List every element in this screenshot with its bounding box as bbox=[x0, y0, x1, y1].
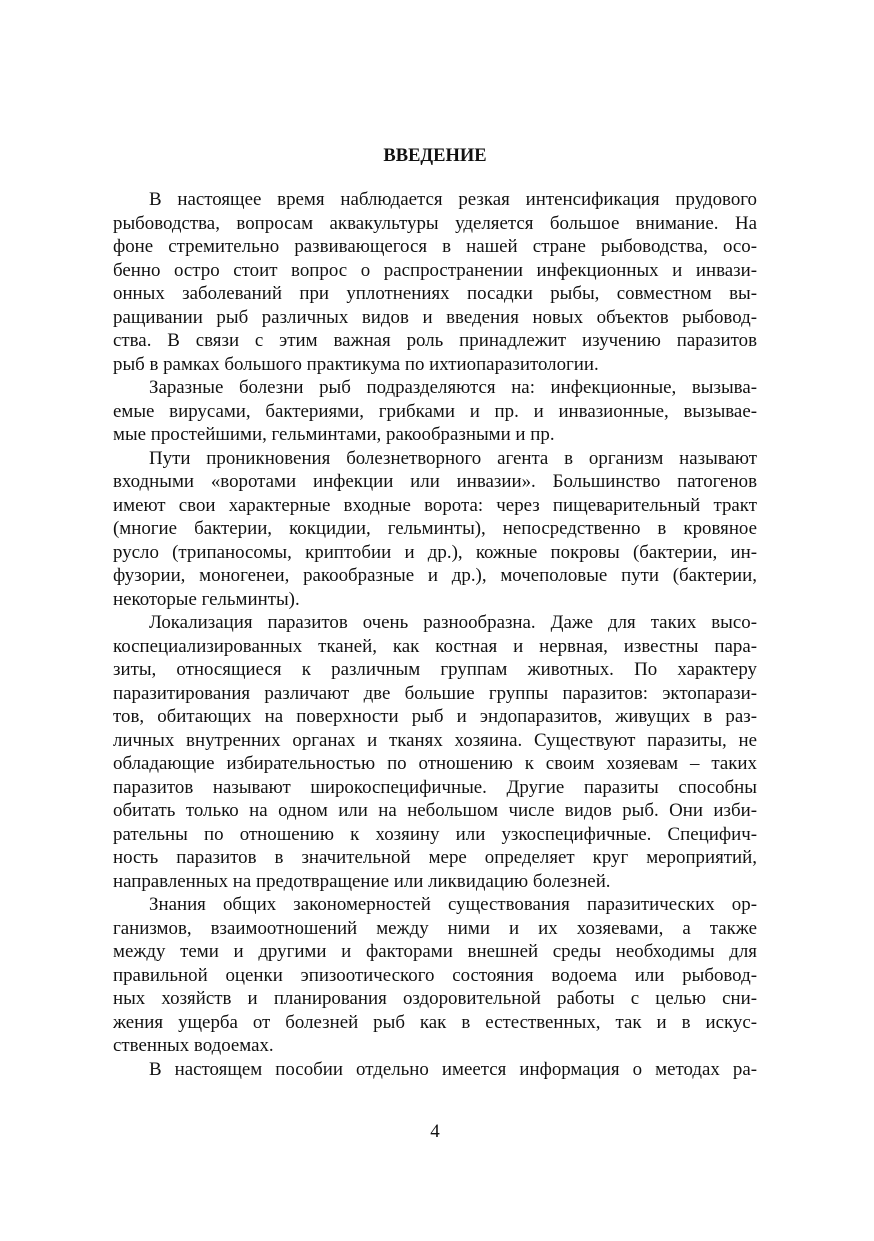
text-line: зиты, относящиеся к различным группам животных. По характеру bbox=[113, 659, 757, 680]
section-title: ВВЕДЕНИЕ bbox=[383, 146, 487, 166]
text-line: рыбоводства, вопросам аквакультуры уделяется большое внимание. На bbox=[113, 212, 757, 234]
text-line: обладающие избирательностью по отношению к своим хозяевам – таких bbox=[113, 753, 757, 774]
text-line: между теми и другими и факторами внешней среды необходимы для bbox=[113, 941, 757, 962]
text-line: жения ущерба от болезней рыб как в естественных, так и в искус- bbox=[113, 1011, 757, 1033]
text-line: рыб в рамках большого практикума по ихтиопаразитологии. bbox=[113, 353, 599, 375]
text-line: русло (трипаносомы, криптобии и др.), кожные покровы (бактерии, ин- bbox=[113, 541, 757, 563]
text-line: направленных на предотвращение или ликвидацию болезней. bbox=[113, 870, 611, 892]
paragraph bbox=[113, 447, 757, 612]
text-line: ственных водоемах. bbox=[113, 1035, 274, 1056]
text-line: ращивании рыб различных видов и введения новых объектов рыбовод- bbox=[113, 306, 757, 328]
text-line: ства. В связи с этим важная роль принадлежит изучению паразитов bbox=[113, 330, 757, 351]
text-line: мые простейшими, гельминтами, ракообразными и пр. bbox=[113, 424, 555, 445]
text-line: некоторые гельминты). bbox=[113, 588, 300, 610]
text-line: имеют свои характерные входные ворота: через пищеварительный тракт bbox=[113, 494, 757, 516]
paragraph bbox=[113, 611, 757, 893]
text-line: бенно остро стоит вопрос о распространении инфекционных и инвази- bbox=[113, 259, 757, 281]
text-line: тов, обитающих на поверхности рыб и эндопаразитов, живущих в раз- bbox=[113, 706, 757, 727]
paragraph bbox=[113, 893, 757, 1058]
text-line: В настоящем пособии отдельно имеется информация о методах ра- bbox=[149, 1058, 757, 1080]
text-line: Знания общих закономерностей существования паразитических ор- bbox=[149, 894, 757, 915]
text-line: Локализация паразитов очень разнообразна. Даже для таких высо- bbox=[149, 612, 757, 633]
paragraph bbox=[113, 188, 757, 376]
text-line: ность паразитов в значительной мере определяет круг мероприятий, bbox=[113, 847, 757, 868]
text-line: коспециализированных тканей, как костная и нервная, известны пара- bbox=[113, 635, 757, 657]
text-line: В настоящее время наблюдается резкая интенсификация прудового bbox=[149, 189, 757, 210]
text-line: паразитирования различают две большие группы паразитов: эктопарази- bbox=[113, 682, 757, 704]
text-line: ганизмов, взаимоотношений между ними и их хозяевами, а также bbox=[113, 917, 757, 939]
text-line: правильной оценки эпизоотического состояния водоема или рыбовод- bbox=[113, 964, 757, 986]
page-number: 4 bbox=[430, 1121, 440, 1142]
text-line: входными «воротами инфекции или инвазии». Большинство патогенов bbox=[113, 471, 757, 492]
text-line: личных внутренних органах и тканях хозяина. Существуют паразиты, не bbox=[113, 729, 757, 751]
text-line: Заразные болезни рыб подразделяются на: инфекционные, вызыва- bbox=[149, 377, 757, 398]
paragraph bbox=[113, 1058, 757, 1082]
text-line: паразитов называют широкоспецифичные. Другие паразиты способны bbox=[113, 776, 757, 798]
text-line: фоне стремительно развивающегося в нашей стране рыбоводства, осо- bbox=[113, 236, 757, 257]
body-text bbox=[113, 188, 757, 1081]
paragraph bbox=[113, 376, 757, 447]
text-line: емые вирусами, бактериями, грибками и пр. и инвазионные, вызывае- bbox=[113, 400, 757, 422]
document-page bbox=[113, 0, 757, 1241]
text-line: рательны по отношению к хозяину или узкоспецифичные. Специфич- bbox=[113, 823, 757, 845]
text-line: фузории, моногенеи, ракообразные и др.), мочеполовые пути (бактерии, bbox=[113, 565, 757, 586]
text-line: ных хозяйств и планирования оздоровительной работы с целью сни- bbox=[113, 988, 757, 1009]
text-line: (многие бактерии, кокцидии, гельминты), непосредственно в кровяное bbox=[113, 518, 757, 539]
text-line: обитать только на одном или на небольшом числе видов рыб. Они изби- bbox=[113, 800, 757, 821]
text-line: Пути проникновения болезнетворного агента в организм называют bbox=[149, 447, 757, 469]
text-line: онных заболеваний при уплотнениях посадки рыбы, совместном вы- bbox=[113, 283, 757, 304]
